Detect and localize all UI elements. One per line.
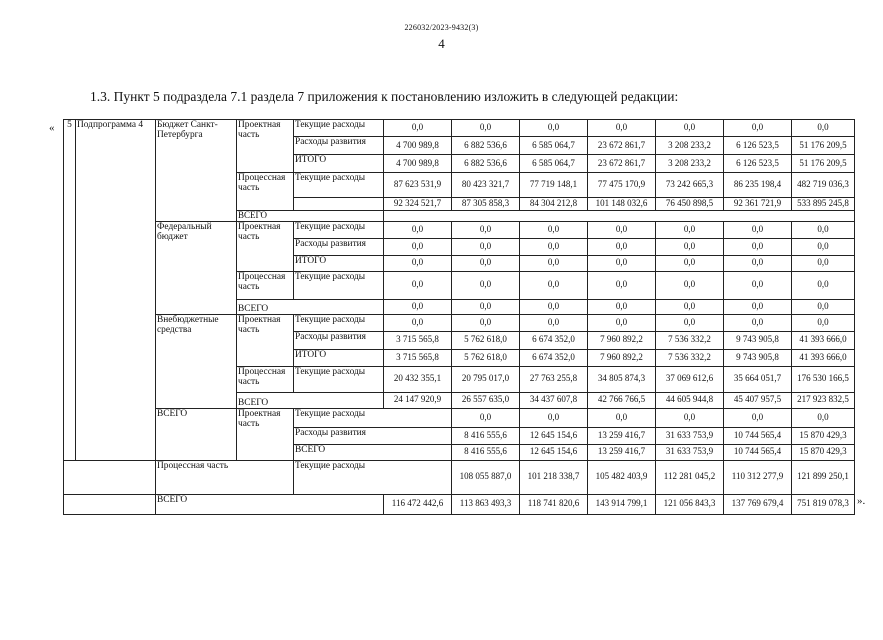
budget-table [63, 119, 855, 515]
value-cell: 113 863 493,3 [452, 494, 520, 514]
value-cell: 41 393 666,0 [792, 331, 855, 349]
value-cell: 10 744 565,4 [724, 444, 792, 460]
part-label: Процессная часть [156, 460, 294, 494]
value-cell: 13 259 416,7 [588, 427, 656, 444]
value-cell: 118 741 820,6 [520, 494, 588, 514]
line-label: Текущие расходы [294, 408, 452, 427]
value-cell: 0,0 [588, 221, 656, 238]
value-cell: 15 870 429,3 [792, 444, 855, 460]
source-extra-budgetary: Внебюджетные средства [156, 314, 237, 408]
part-label: Процессная часть [237, 173, 294, 211]
value-cell: 3 715 565,8 [384, 349, 452, 366]
value-cell: 0,0 [724, 120, 792, 137]
value-cell: 0,0 [656, 120, 724, 137]
source-federal-budget: Федеральный бюджет [156, 221, 237, 314]
line-label: Текущие расходы [294, 460, 452, 494]
value-cell: 13 259 416,7 [588, 444, 656, 460]
spacer-cell [384, 211, 855, 222]
value-cell: 0,0 [724, 271, 792, 299]
value-cell: 176 530 166,5 [792, 366, 855, 392]
value-cell: 0,0 [792, 238, 855, 255]
value-cell: 23 672 861,7 [588, 155, 656, 173]
table-row [64, 494, 855, 514]
value-cell: 3 208 233,2 [656, 155, 724, 173]
value-cell: 110 312 277,9 [724, 460, 792, 494]
value-cell: 0,0 [452, 408, 520, 427]
line-label: ВСЕГО [294, 444, 452, 460]
line-label: Текущие расходы [294, 120, 384, 137]
value-cell: 24 147 920,9 [384, 392, 452, 408]
value-cell: 6 882 536,6 [452, 155, 520, 173]
value-cell: 9 743 905,8 [724, 349, 792, 366]
value-cell: 23 672 861,7 [588, 137, 656, 155]
value-cell: 6 674 352,0 [520, 349, 588, 366]
value-cell: 105 482 403,9 [588, 460, 656, 494]
value-cell: 45 407 957,5 [724, 392, 792, 408]
value-cell: 217 923 832,5 [792, 392, 855, 408]
value-cell: 0,0 [452, 221, 520, 238]
value-cell: 20 432 355,1 [384, 366, 452, 392]
value-cell: 0,0 [792, 120, 855, 137]
program-spacer [64, 494, 156, 514]
value-cell: 6 585 064,7 [520, 137, 588, 155]
value-cell: 51 176 209,5 [792, 137, 855, 155]
value-cell: 10 744 565,4 [724, 427, 792, 444]
value-cell: 121 056 843,3 [656, 494, 724, 514]
value-cell: 9 743 905,8 [724, 331, 792, 349]
table-row [64, 408, 855, 427]
value-cell: 0,0 [792, 221, 855, 238]
value-cell: 0,0 [656, 408, 724, 427]
program-spacer [64, 460, 156, 494]
value-cell: 87 623 531,9 [384, 173, 452, 198]
value-cell: 87 305 858,3 [452, 198, 520, 211]
value-cell: 0,0 [452, 238, 520, 255]
value-cell: 0,0 [452, 299, 520, 314]
value-cell: 0,0 [588, 408, 656, 427]
value-cell: 112 281 045,2 [656, 460, 724, 494]
line-label: Текущие расходы [294, 271, 384, 299]
closing-quote: ». [857, 495, 866, 507]
value-cell: 0,0 [588, 314, 656, 331]
value-cell: 5 762 618,0 [452, 331, 520, 349]
value-cell: 31 633 753,9 [656, 444, 724, 460]
value-cell: 0,0 [384, 314, 452, 331]
value-cell: 7 960 892,2 [588, 331, 656, 349]
line-label: Текущие расходы [294, 221, 384, 238]
value-cell: 8 416 555,6 [452, 444, 520, 460]
program-name: Подпрограмма 4 [76, 120, 156, 461]
value-cell: 51 176 209,5 [792, 155, 855, 173]
value-cell: 0,0 [384, 221, 452, 238]
value-cell: 751 819 078,3 [792, 494, 855, 514]
opening-quote: « [49, 122, 55, 134]
value-cell: 0,0 [588, 299, 656, 314]
line-label: Текущие расходы [294, 314, 384, 331]
value-cell: 0,0 [384, 238, 452, 255]
value-cell: 0,0 [588, 271, 656, 299]
value-cell: 0,0 [656, 221, 724, 238]
table-row [64, 221, 855, 238]
value-cell: 0,0 [520, 408, 588, 427]
value-cell: 0,0 [384, 299, 452, 314]
line-label: Расходы развития [294, 238, 384, 255]
value-cell: 86 235 198,4 [724, 173, 792, 198]
value-cell: 0,0 [452, 255, 520, 271]
value-cell: 5 762 618,0 [452, 349, 520, 366]
line-label: ИТОГО [294, 255, 384, 271]
part-label: Проектная часть [237, 408, 294, 460]
value-cell: 0,0 [520, 314, 588, 331]
value-cell: 108 055 887,0 [452, 460, 520, 494]
line-label: Текущие расходы [294, 173, 384, 198]
value-cell: 34 805 874,3 [588, 366, 656, 392]
table-row [64, 460, 855, 494]
part-label: Процессная часть [237, 271, 294, 299]
page-number: 4 [438, 36, 445, 51]
source-spb-budget: Бюджет Санкт-Петербурга [156, 120, 237, 222]
value-cell: 101 148 032,6 [588, 198, 656, 211]
part-label: Проектная часть [237, 221, 294, 271]
line-label: Текущие расходы [294, 366, 384, 392]
line-label: ИТОГО [294, 155, 384, 173]
value-cell: 0,0 [520, 238, 588, 255]
value-cell: 0,0 [792, 408, 855, 427]
line-label: ВСЕГО [237, 392, 384, 408]
row-number: 5 [64, 120, 76, 461]
line-label: ВСЕГО [237, 299, 384, 314]
value-cell: 0,0 [724, 238, 792, 255]
value-cell: 143 914 799,1 [588, 494, 656, 514]
value-cell: 6 126 523,5 [724, 155, 792, 173]
value-cell: 0,0 [792, 299, 855, 314]
line-label: ИТОГО [294, 349, 384, 366]
part-label: Проектная часть [237, 120, 294, 173]
value-cell: 0,0 [588, 255, 656, 271]
value-cell: 101 218 338,7 [520, 460, 588, 494]
value-cell: 15 870 429,3 [792, 427, 855, 444]
line-label: Расходы развития [294, 427, 452, 444]
value-cell: 0,0 [724, 255, 792, 271]
line-label [294, 198, 384, 211]
value-cell: 37 069 612,6 [656, 366, 724, 392]
value-cell: 34 437 607,8 [520, 392, 588, 408]
value-cell: 0,0 [656, 255, 724, 271]
value-cell: 0,0 [724, 299, 792, 314]
value-cell: 0,0 [792, 271, 855, 299]
value-cell: 3 715 565,8 [384, 331, 452, 349]
section-heading: 1.3. Пункт 5 подраздела 7.1 раздела 7 приложения к постановлению изложить в следующей редакции: [90, 89, 679, 104]
document-id: 226032/2023-9432(3) [404, 23, 479, 32]
value-cell: 76 450 898,5 [656, 198, 724, 211]
value-cell: 0,0 [792, 255, 855, 271]
value-cell: 6 882 536,6 [452, 137, 520, 155]
table-row [64, 120, 855, 137]
value-cell: 4 700 989,8 [384, 137, 452, 155]
value-cell: 12 645 154,6 [520, 427, 588, 444]
value-cell: 0,0 [452, 314, 520, 331]
value-cell: 0,0 [724, 408, 792, 427]
value-cell: 0,0 [656, 299, 724, 314]
value-cell: 42 766 766,5 [588, 392, 656, 408]
value-cell: 0,0 [384, 255, 452, 271]
value-cell: 31 633 753,9 [656, 427, 724, 444]
value-cell: 77 475 170,9 [588, 173, 656, 198]
value-cell: 121 899 250,1 [792, 460, 855, 494]
line-label: ВСЕГО [237, 211, 384, 222]
table-row [64, 314, 855, 331]
value-cell: 533 895 245,8 [792, 198, 855, 211]
value-cell: 8 416 555,6 [452, 427, 520, 444]
value-cell: 0,0 [520, 271, 588, 299]
value-cell: 80 423 321,7 [452, 173, 520, 198]
value-cell: 0,0 [520, 255, 588, 271]
value-cell: 0,0 [384, 120, 452, 137]
value-cell: 84 304 212,8 [520, 198, 588, 211]
value-cell: 0,0 [792, 314, 855, 331]
value-cell: 0,0 [656, 238, 724, 255]
value-cell: 44 605 944,8 [656, 392, 724, 408]
value-cell: 26 557 635,0 [452, 392, 520, 408]
value-cell: 92 361 721,9 [724, 198, 792, 211]
value-cell: 73 242 665,3 [656, 173, 724, 198]
value-cell: 0,0 [452, 120, 520, 137]
value-cell: 116 472 442,6 [384, 494, 452, 514]
value-cell: 7 536 332,2 [656, 349, 724, 366]
value-cell: 41 393 666,0 [792, 349, 855, 366]
value-cell: 0,0 [656, 271, 724, 299]
line-label: Расходы развития [294, 331, 384, 349]
value-cell: 137 769 679,4 [724, 494, 792, 514]
value-cell: 35 664 051,7 [724, 366, 792, 392]
value-cell: 0,0 [588, 238, 656, 255]
value-cell: 6 674 352,0 [520, 331, 588, 349]
value-cell: 0,0 [588, 120, 656, 137]
value-cell: 12 645 154,6 [520, 444, 588, 460]
line-label: ВСЕГО [156, 494, 384, 514]
value-cell: 0,0 [520, 221, 588, 238]
value-cell: 7 960 892,2 [588, 349, 656, 366]
value-cell: 77 719 148,1 [520, 173, 588, 198]
part-label: Процессная часть [237, 366, 294, 392]
value-cell: 0,0 [724, 221, 792, 238]
value-cell: 0,0 [520, 299, 588, 314]
value-cell: 6 126 523,5 [724, 137, 792, 155]
value-cell: 4 700 989,8 [384, 155, 452, 173]
part-label: Проектная часть [237, 314, 294, 366]
value-cell: 6 585 064,7 [520, 155, 588, 173]
value-cell: 0,0 [656, 314, 724, 331]
value-cell: 0,0 [384, 271, 452, 299]
value-cell: 7 536 332,2 [656, 331, 724, 349]
value-cell: 482 719 036,3 [792, 173, 855, 198]
value-cell: 20 795 017,0 [452, 366, 520, 392]
value-cell: 0,0 [520, 120, 588, 137]
value-cell: 0,0 [452, 271, 520, 299]
source-total: ВСЕГО [156, 408, 237, 460]
value-cell: 27 763 255,8 [520, 366, 588, 392]
value-cell: 0,0 [724, 314, 792, 331]
value-cell: 3 208 233,2 [656, 137, 724, 155]
value-cell: 92 324 521,7 [384, 198, 452, 211]
line-label: Расходы развития [294, 137, 384, 155]
